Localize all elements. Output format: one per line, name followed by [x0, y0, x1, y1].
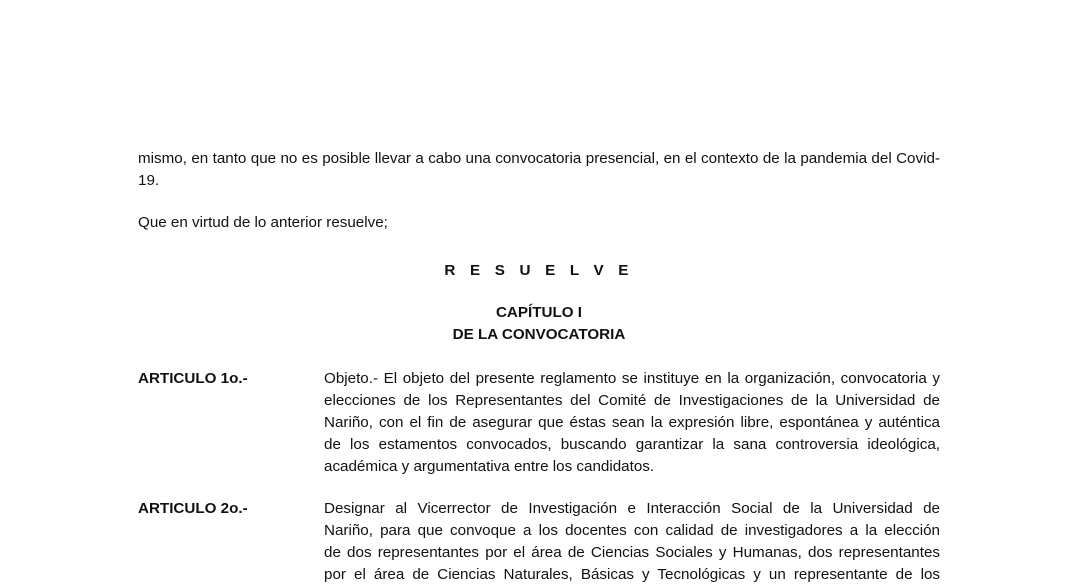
- intro-line-1: mismo, en tanto que no es posible llevar a cabo una convocatoria presencial, en el contexto de la pandemia del: [138, 150, 892, 167]
- article-2-line: de dos representantes por el área de Ciencias Sociales y Humanas, dos representantes: [324, 544, 940, 561]
- intro-line-2: Covid-19.: [138, 150, 940, 189]
- article-1-body: [324, 368, 940, 478]
- article-2-line: Nariño, para que convoque a los docentes con calidad de investigadores a la elección: [324, 522, 940, 539]
- article-2-line: por el área de Ciencias Naturales, Básicas y Tecnológicas y un representante de los: [324, 566, 940, 583]
- resuelve-heading: R E S U E L V E: [444, 262, 634, 279]
- intro-paragraph: [138, 148, 940, 192]
- article-1-line: Objeto.- El objeto del presente reglamento se instituye en la organización, convocatoria y: [324, 370, 940, 387]
- chapter-title: CAPÍTULO I: [495, 304, 583, 321]
- article-2-body: [324, 498, 940, 586]
- resolve-sentence: Que en virtud de lo anterior resuelve;: [138, 214, 388, 231]
- article-1-line: académica y argumentativa entre los candidatos.: [324, 458, 655, 475]
- article-1-label: ARTICULO 1o.-: [138, 370, 248, 387]
- article-2: [138, 498, 940, 586]
- article-1-line: Nariño, con el fin de asegurar que éstas sean la expresión libre, espontánea y auténtica: [324, 414, 940, 431]
- article-1-line: elecciones de los Representantes del Comité de Investigaciones de la Universidad de: [324, 392, 940, 409]
- document-page: [138, 148, 940, 586]
- article-1-line: de los estamentos convocados, buscando garantizar la sana controversia ideológica,: [324, 436, 940, 453]
- article-2-label: ARTICULO 2o.-: [138, 500, 248, 517]
- article-1: [138, 368, 940, 478]
- chapter-subtitle: DE LA CONVOCATORIA: [452, 326, 626, 343]
- article-2-line: Designar al Vicerrector de Investigación e Interacción Social de la Universidad de: [324, 500, 940, 517]
